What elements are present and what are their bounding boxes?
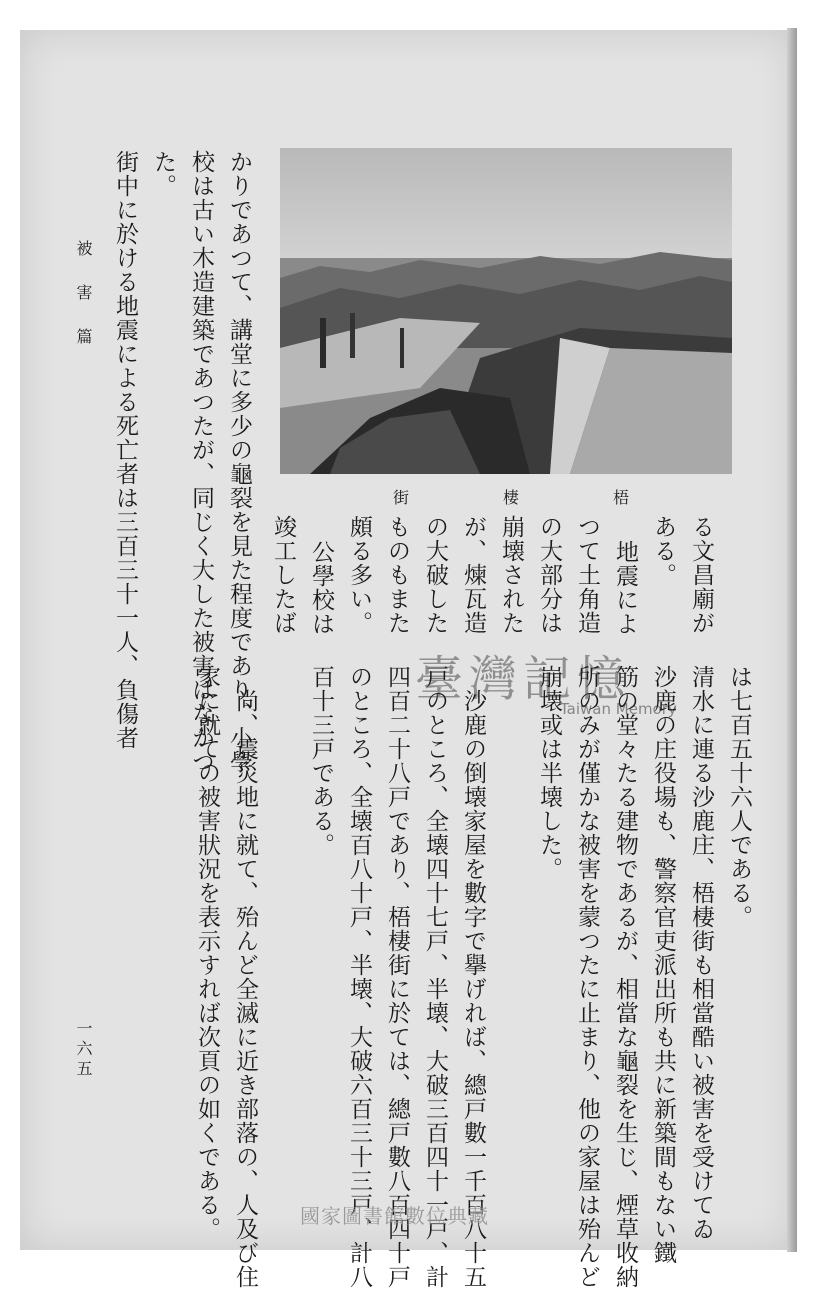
- street-photo: [280, 148, 732, 474]
- text-column: 清水に連る沙鹿庄、梧棲街も相當酷い被害を受けてゐ: [688, 665, 714, 1241]
- text-column: 崩壊された: [498, 515, 524, 635]
- text-column: 四百二十八戸であり、梧棲街に於ては、總戸數八百四十戸: [384, 665, 410, 1289]
- text-column: 頗る多い。: [346, 515, 372, 635]
- text-column: 沙鹿の庄役場も、警察官吏派出所も共に新築間もない鐵: [650, 665, 676, 1265]
- text-column: が、煉瓦造: [460, 515, 486, 635]
- text-column: ものもまた: [384, 515, 410, 635]
- watermark-bottom: 國家圖書館數位典藏: [300, 1204, 489, 1228]
- text-column: は七百五十六人である。: [726, 665, 752, 929]
- text-column: のところ、全壊百八十戸、半壊、大破六百三十三戸、計八: [346, 665, 372, 1289]
- text-column: 竣工したば: [270, 515, 296, 635]
- page-number: 一六五: [74, 1020, 93, 1080]
- text-column: 公學校は: [308, 540, 334, 636]
- text-column: 校は古い木造建築であつたが、同じく大した被害はなかつ: [188, 150, 214, 774]
- text-column: 百十三戸である。: [308, 665, 334, 857]
- text-column: る文昌廟が: [688, 515, 714, 635]
- text-column: ある。: [650, 515, 676, 587]
- text-column: 沙鹿の倒壊家屋を數字で擧げれば、總戸數一千百八十五: [460, 665, 486, 1289]
- caption-char: 棲: [502, 488, 521, 507]
- caption-char: 梧: [612, 488, 631, 507]
- watermark-logo: 臺灣記憶: [415, 651, 632, 707]
- text-column: 家に就ての被害狀況を表示すれば次頁の如くである。: [194, 665, 220, 1241]
- text-column: の大破した: [422, 515, 448, 635]
- text-column: 筋の堂々たる建物であるが、相當な龜裂を生じ、煙草收納: [612, 665, 638, 1289]
- text-column: の大部分は: [536, 515, 562, 635]
- text-column: た。: [150, 150, 176, 198]
- caption-char: 街: [392, 488, 411, 507]
- page-edge: [787, 28, 797, 1252]
- photo-caption: [392, 485, 632, 508]
- street-photo-illustration: [280, 148, 732, 474]
- text-column: かりであつて、講堂に多少の龜裂を見た程度であり、小學: [226, 150, 252, 774]
- text-column: つて土角造: [574, 515, 600, 635]
- text-column: 所のみが僅かな被害を蒙つたに止まり、他の家屋は殆んど: [574, 665, 600, 1289]
- text-column: 街中に於ける地震による死亡者は三百三十一人、負傷者: [112, 150, 138, 750]
- text-column: 地震によ: [612, 540, 638, 636]
- text-column: 戸のところ、全壊四十七戸、半壊、大破三百四十一戸、計: [422, 665, 448, 1289]
- text-column: 崩壊或は半壊した。: [536, 665, 562, 881]
- text-column: 尚、震災地に就て、殆んど全滅に近き部落の、人及び住: [232, 665, 258, 1289]
- section-header: 被害篇: [74, 240, 93, 372]
- watermark-logo-sub: Taiwan Memory: [560, 700, 677, 718]
